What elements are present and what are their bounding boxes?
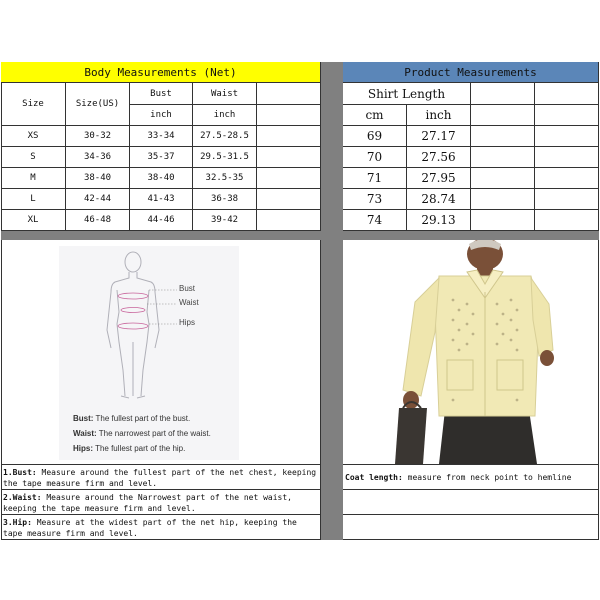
size-us-cell: 30-32 [66, 126, 130, 147]
unit-bust: inch [130, 105, 193, 126]
definition-bust-text: The fullest part of the bust. [95, 414, 191, 423]
empty-header-cell [257, 83, 321, 105]
empty-cell [471, 210, 535, 231]
waist-cell: 39-42 [193, 210, 257, 231]
empty-cell [257, 189, 321, 210]
definition-bust [73, 414, 190, 423]
cm-cell: 69 [343, 126, 407, 147]
definition-bust-term: Bust: [73, 414, 94, 423]
note-coat-length [343, 465, 599, 490]
inch-cell: 29.13 [407, 210, 471, 231]
col-bust-header: Bust [130, 83, 193, 105]
empty-header-cell [535, 83, 599, 105]
inch-cell: 27.95 [407, 168, 471, 189]
col-shirt-length-header: Shirt Length [343, 83, 471, 105]
note-coat-term: Coat length: [345, 473, 403, 482]
size-us-cell: 46-48 [66, 210, 130, 231]
empty-cell [257, 168, 321, 189]
empty-cell [535, 147, 599, 168]
note-hip-term: 3.Hip: [3, 518, 32, 527]
size-cell: XL [1, 210, 66, 231]
empty-cell [257, 126, 321, 147]
diagram-label-waist: Waist [179, 298, 199, 307]
note-empty-2 [343, 515, 599, 540]
empty-cell [257, 210, 321, 231]
inch-cell: 27.56 [407, 147, 471, 168]
bust-cell: 35-37 [130, 147, 193, 168]
unit-inch: inch [407, 105, 471, 126]
unit-waist: inch [193, 105, 257, 126]
empty-unit-cell [257, 105, 321, 126]
note-waist-term: 2.Waist: [3, 493, 42, 502]
unit-cm: cm [343, 105, 407, 126]
bust-cell: 33-34 [130, 126, 193, 147]
diagram-label-hips: Hips [179, 318, 196, 327]
definition-waist [73, 429, 211, 438]
empty-cell [535, 126, 599, 147]
size-us-cell: 34-36 [66, 147, 130, 168]
note-waist [1, 490, 321, 515]
size-cell: XS [1, 126, 66, 147]
shirt-model-photo [343, 240, 599, 464]
size-cell: M [1, 168, 66, 189]
empty-cell [471, 168, 535, 189]
row-separator [1, 231, 599, 240]
size-cell: S [1, 147, 66, 168]
definition-hips [73, 444, 185, 453]
body-diagram-panel [1, 240, 321, 465]
inch-cell: 28.74 [407, 189, 471, 210]
definition-waist-term: Waist: [73, 429, 97, 438]
note-bust-term: 1.Bust: [3, 468, 37, 477]
bust-cell: 44-46 [130, 210, 193, 231]
empty-cell [471, 189, 535, 210]
body-measurements-title: Body Measurements (Net) [1, 62, 321, 83]
note-coat-text: measure from neck point to hemline [407, 473, 572, 482]
cm-cell: 70 [343, 147, 407, 168]
cm-cell: 71 [343, 168, 407, 189]
empty-unit-cell [535, 105, 599, 126]
body-diagram-card [59, 246, 239, 460]
size-us-cell: 38-40 [66, 168, 130, 189]
product-measurements-title: Product Measurements [343, 62, 599, 83]
waist-cell: 29.5-31.5 [193, 147, 257, 168]
col-waist-header: Waist [193, 83, 257, 105]
empty-cell [471, 147, 535, 168]
empty-unit-cell [471, 105, 535, 126]
cm-cell: 74 [343, 210, 407, 231]
note-hip-text: Measure at the widest part of the net hip, keeping the tape measure firm and level. [3, 518, 297, 538]
note-bust-text: Measure around the fullest part of the net chest, keeping the tape measure firm and level. [3, 468, 317, 488]
empty-header-cell [471, 83, 535, 105]
product-photo-panel [343, 240, 599, 465]
size-cell: L [1, 189, 66, 210]
size-us-cell: 42-44 [66, 189, 130, 210]
empty-cell [535, 168, 599, 189]
bust-cell: 41-43 [130, 189, 193, 210]
waist-cell: 27.5-28.5 [193, 126, 257, 147]
cm-cell: 73 [343, 189, 407, 210]
column-separator [321, 62, 343, 540]
note-hip [1, 515, 321, 540]
definition-hips-text: The fullest part of the hip. [95, 444, 186, 453]
note-waist-text: Measure around the Narrowest part of the net waist, keeping the tape measure firm and level. [3, 493, 292, 513]
empty-cell [471, 126, 535, 147]
waist-cell: 36-38 [193, 189, 257, 210]
col-size-us-header: Size(US) [66, 83, 130, 126]
empty-cell [535, 189, 599, 210]
definition-hips-term: Hips: [73, 444, 93, 453]
col-size-header: Size [1, 83, 66, 126]
body-silhouette-icon [59, 246, 239, 406]
diagram-label-bust: Bust [179, 284, 196, 293]
empty-cell [535, 210, 599, 231]
inch-cell: 27.17 [407, 126, 471, 147]
definition-waist-text: The narrowest part of the waist. [98, 429, 211, 438]
bust-cell: 38-40 [130, 168, 193, 189]
waist-cell: 32.5-35 [193, 168, 257, 189]
note-bust [1, 465, 321, 490]
note-empty-1 [343, 490, 599, 515]
empty-cell [257, 147, 321, 168]
